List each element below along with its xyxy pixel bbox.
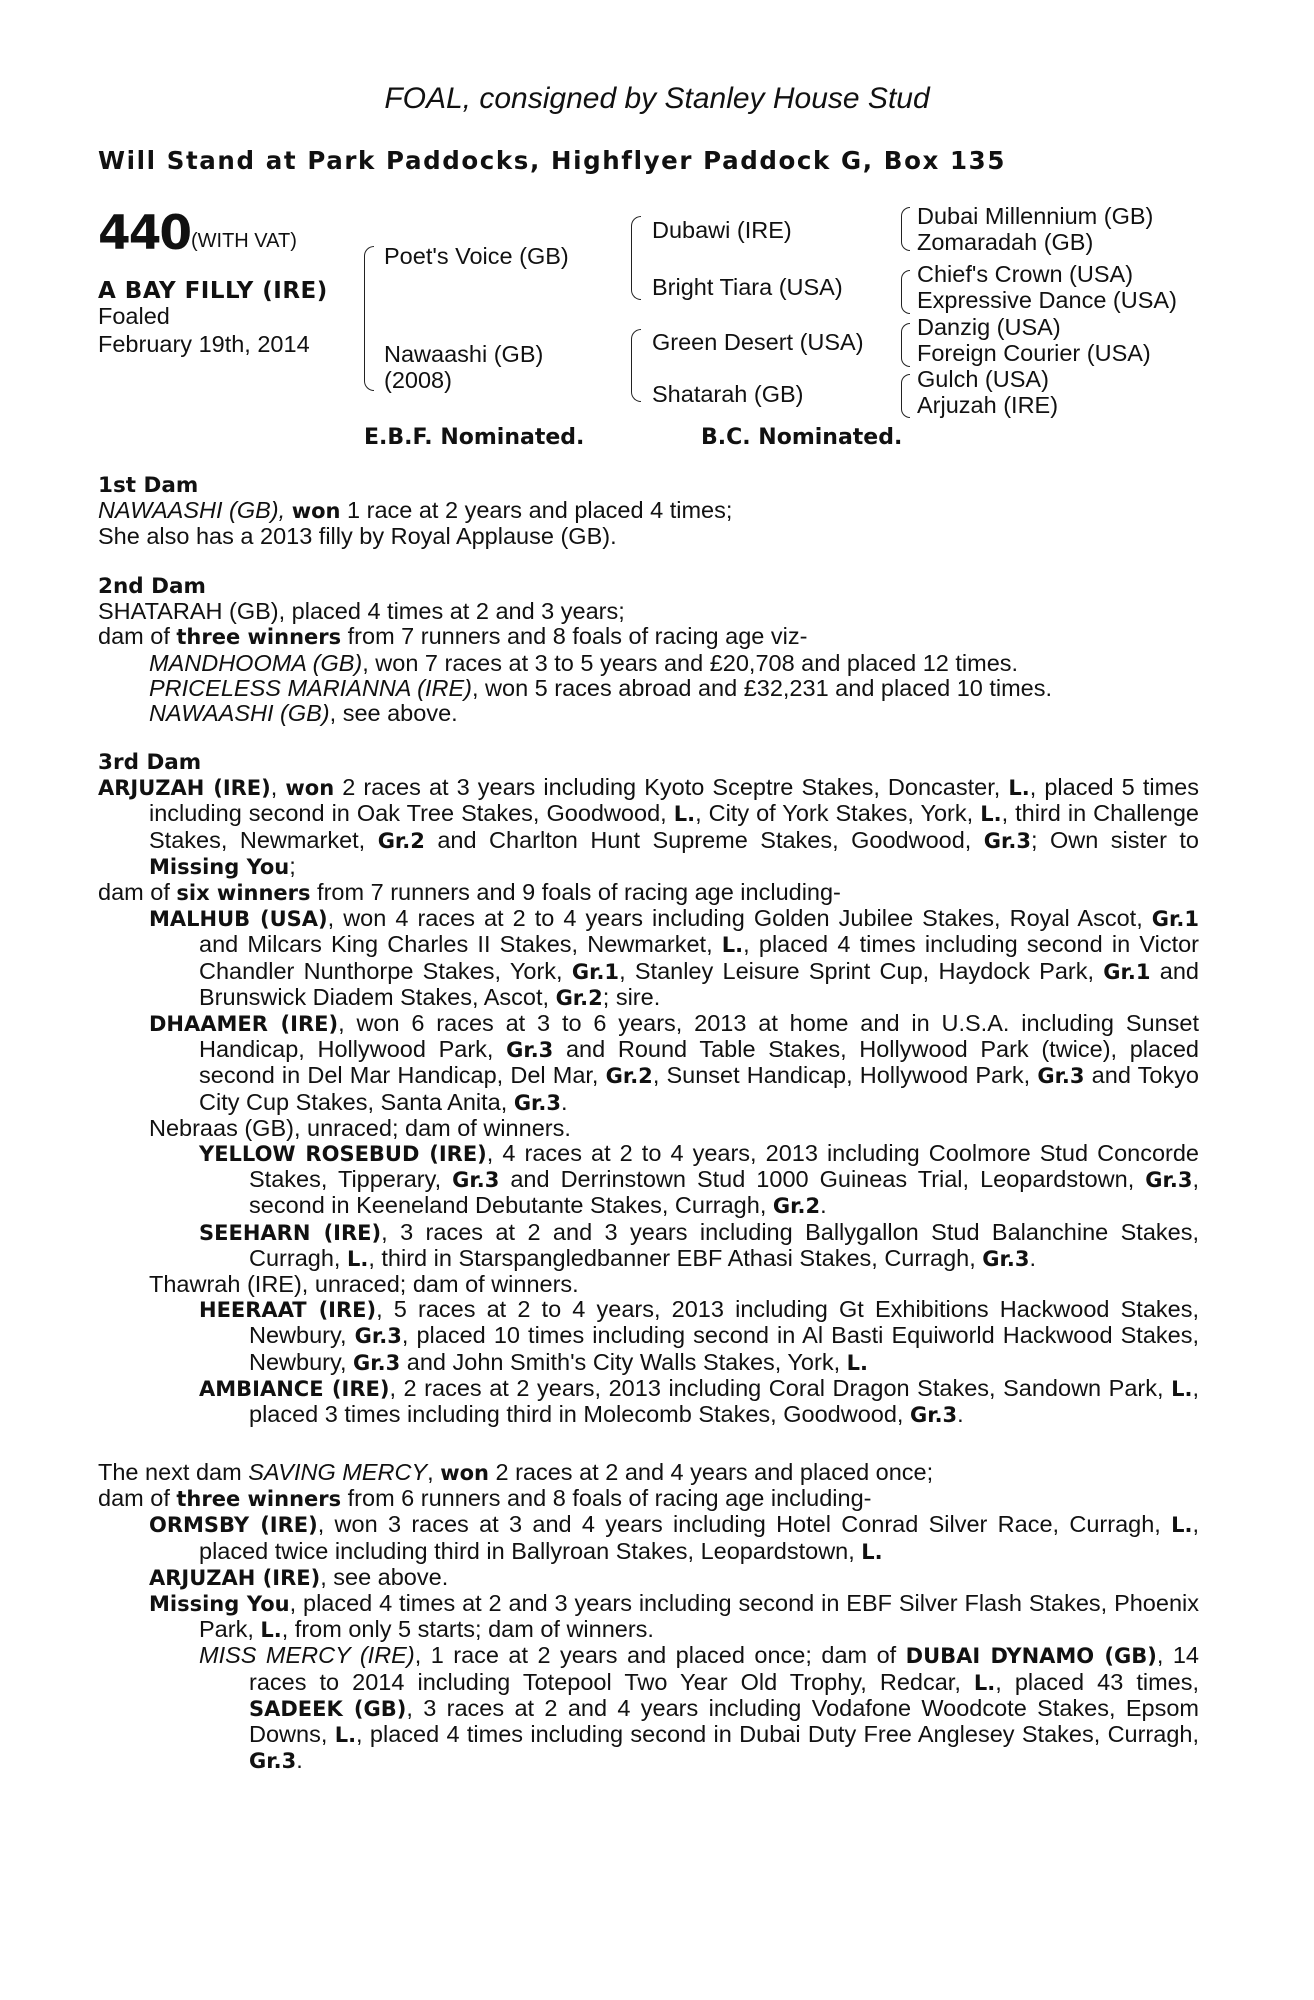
text: , placed 10 times including second in Al Basti Equiworld Hackwood Stakes, Newbury, (249, 1322, 1199, 1375)
text: , placed 4 times including second in Victor Chandler Nunthorpe Stakes, York, (199, 931, 1199, 984)
text: and Derrinstown Stud 1000 Guineas Trial, Leopardstown, (499, 1166, 1146, 1193)
ebf-nominated: E.B.F. Nominated. (364, 425, 585, 450)
text: , second in Keeneland Debutante Stakes, Curragh, (249, 1166, 1199, 1219)
text: . (296, 1747, 303, 1774)
text: and Tokyo City Cup Stakes, Santa Anita, (199, 1062, 1199, 1115)
lot-number: 440 (98, 206, 191, 261)
text: , 4 races at 2 to 4 years, 2013 including Coolmore Stud Concorde Stakes, Tipperary, (249, 1140, 1200, 1193)
third-dam-section (98, 749, 1199, 1428)
text: , placed 4 times including second in Dubai Duty Free Anglesey Stakes, Curragh, (356, 1721, 1199, 1748)
horse-name: NAWAASHI (GB) (149, 700, 330, 727)
section-heading: 3rd Dam (98, 750, 202, 775)
text: 1 race at 2 years and placed 4 times; (340, 497, 733, 524)
text: . (1029, 1244, 1037, 1271)
dam-year: (2008) (384, 367, 452, 393)
text: , 2 races at 2 years, 2013 including Coral Dragon Stakes, Sandown Park, (389, 1374, 1172, 1401)
grade: Gr.3 (1037, 1064, 1085, 1089)
text: , (427, 1459, 441, 1485)
text: . (820, 1192, 827, 1219)
pedigree-brace (364, 246, 374, 391)
winners-count: six winners (176, 881, 311, 906)
grade: Gr.3 (513, 1090, 562, 1115)
text: , placed 5 times including second in Oak Tree Stakes, Goodwood, (149, 774, 1199, 827)
text: , won 6 races at 3 to 6 years, 2013 at home and in U.S.A. including Sunset Handicap, Hollywood Park, (199, 1010, 1199, 1063)
text: dam of (98, 1485, 177, 1512)
produce-entry (98, 676, 1199, 701)
text: and Milcars King Charles II Stakes, Newmarket, (199, 931, 722, 958)
grade: Gr.3 (506, 1038, 554, 1063)
first-dam-section (98, 472, 1199, 550)
horse-name: DHAAMER (IRE) (149, 1012, 339, 1037)
grade: Gr.1 (1151, 907, 1199, 932)
grade: L. (846, 1350, 868, 1375)
pedigree-brace (901, 207, 910, 251)
vat-label: (WITH VAT) (191, 230, 297, 252)
text: , third in Starspangledbanner EBF Athasi Stakes, Curragh, (368, 1244, 983, 1271)
grade: L. (334, 1723, 357, 1748)
text: , 3 races at 2 and 4 years including Vodafone Woodcote Stakes, Epsom Downs, (249, 1694, 1199, 1748)
grade: Gr.2 (377, 828, 425, 853)
text: and John Smith's City Walls Stakes, York, (400, 1348, 847, 1375)
grade: Gr.2 (772, 1194, 821, 1219)
horse-name: MALHUB (USA) (149, 907, 328, 932)
won-label: won (440, 1461, 489, 1485)
text: ; Own sister to (1030, 826, 1199, 853)
dam-dam: Shatarah (GB) (652, 381, 804, 407)
grade: L. (1171, 1513, 1193, 1538)
text: 2 races at 3 years including Kyoto Sceptre Stakes, Doncaster, (334, 774, 1009, 801)
produce-entry (98, 1565, 1199, 1591)
dam-sire-sire: Danzig (USA) (917, 314, 1061, 340)
produce-entry (98, 1591, 1199, 1643)
sire: Poet's Voice (GB) (384, 243, 569, 269)
sire-sire-sire: Dubai Millennium (GB) (917, 203, 1154, 229)
horse-name: SADEEK (GB) (249, 1696, 407, 1721)
produce-entry (98, 1512, 1199, 1564)
horse-name: A BAY FILLY (IRE) (98, 278, 328, 304)
produce-entry (98, 1376, 1199, 1428)
text: , won 7 races at 3 to 5 years and £20,708 and placed 12 times. (362, 649, 1019, 676)
horse-name: MANDHOOMA (GB) (149, 649, 363, 676)
text: , Stanley Leisure Sprint Cup, Haydock Park, (619, 957, 1104, 984)
text: from 7 runners and 8 foals of racing age viz- (341, 623, 808, 650)
text: from 7 runners and 9 foals of racing age including- (310, 879, 841, 906)
grade: Gr.3 (982, 1246, 1030, 1271)
produce-note: She also has a 2013 filly by Royal Applause (GB). (98, 523, 617, 550)
grade: Gr.2 (605, 1064, 653, 1089)
next-dam-section (98, 1460, 1199, 1774)
produce-entry: Thawrah (IRE), unraced; dam of winners. (149, 1271, 579, 1298)
dam-sire-dam: Foreign Courier (USA) (917, 340, 1151, 366)
text: . (561, 1088, 568, 1115)
produce-entry (98, 1297, 1199, 1376)
horse-name: ORMSBY (IRE) (149, 1513, 318, 1538)
horse-name: Missing You (149, 854, 290, 879)
text: 2 races at 2 and 4 years and placed once; (488, 1459, 934, 1485)
grade: Gr.1 (571, 959, 620, 984)
text: , 1 race at 2 years and placed once; dam of (414, 1642, 906, 1669)
horse-name: YELLOW ROSEBUD (IRE) (199, 1142, 487, 1167)
text: dam of (98, 623, 177, 650)
text: ; (289, 852, 296, 879)
text: and Charlton Hunt Supreme Stakes, Goodwood, (424, 826, 984, 853)
sire-sire-dam: Zomaradah (GB) (917, 229, 1094, 255)
grade: L. (973, 1670, 996, 1695)
text: , see above. (329, 700, 458, 727)
consignment-title: FOAL, consigned by Stanley House Stud (384, 82, 930, 115)
dam-dam-dam: Arjuzah (IRE) (917, 392, 1059, 418)
horse-name: DUBAI DYNAMO (GB) (905, 1644, 1157, 1669)
grade: Gr.3 (249, 1749, 297, 1774)
grade: Gr.3 (909, 1403, 958, 1428)
grade: L. (673, 802, 696, 827)
grade: Gr.3 (1145, 1168, 1193, 1193)
text: , won 5 races abroad and £32,231 and placed 10 times. (471, 674, 1053, 701)
winners-count: three winners (176, 625, 342, 650)
dam: Nawaashi (GB) (384, 341, 544, 367)
text: , placed 4 times at 2 and 3 years including second in EBF Silver Flash Stakes, Phoenix Park, (199, 1590, 1199, 1643)
pedigree-brace (901, 323, 910, 367)
grade: L. (260, 1618, 282, 1643)
dam-sire: Green Desert (USA) (652, 329, 864, 355)
pedigree-brace (631, 216, 641, 300)
text: and Brunswick Diadem Stakes, Ascot, (199, 957, 1199, 1010)
text: , (270, 774, 286, 801)
horse-name: ARJUZAH (IRE) (149, 1565, 321, 1590)
grade: Gr.3 (983, 828, 1031, 853)
grade: Gr.1 (1103, 959, 1151, 984)
foaled-date: February 19th, 2014 (98, 331, 310, 357)
dam-dam-sire: Gulch (USA) (917, 366, 1049, 392)
text: ; sire. (602, 983, 661, 1010)
won-label: won (291, 499, 341, 524)
pedigree-brace (901, 374, 910, 418)
bc-nominated: B.C. Nominated. (701, 425, 903, 450)
text: , 5 races at 2 to 4 years, 2013 including Gt Exhibitions Hackwood Stakes, Newbury, (249, 1296, 1199, 1349)
produce-entry (98, 701, 1199, 726)
won-label: won (285, 776, 335, 801)
produce-entry (98, 1220, 1199, 1272)
text: dam of (98, 879, 177, 906)
horse-name: PRICELESS MARIANNA (IRE) (149, 674, 472, 701)
grade: L. (1008, 776, 1030, 801)
text: , from only 5 starts; dam of winners. (281, 1616, 654, 1643)
text: and Round Table Stakes, Hollywood Park (twice), placed second in Del Mar Handicap, Del Mar, (199, 1036, 1199, 1089)
text: from 6 runners and 8 foals of racing age including- (341, 1485, 872, 1512)
produce-entry (98, 906, 1199, 1011)
dam-name: NAWAASHI (GB), (98, 497, 286, 524)
produce-entry (98, 1011, 1199, 1116)
stand-location: Will Stand at Park Paddocks, Highflyer Paddock G, Box 135 (98, 146, 1006, 175)
produce-entry: Nebraas (GB), unraced; dam of winners. (149, 1114, 571, 1141)
produce-entry (98, 1643, 1199, 1774)
section-heading: 2nd Dam (98, 574, 206, 599)
second-dam-section (98, 573, 1199, 726)
text: , third in Challenge Stakes, Newmarket, (149, 800, 1200, 853)
section-heading: 1st Dam (98, 473, 199, 498)
text: , won 3 races at 3 and 4 years including Hotel Conrad Silver Race, Curragh, (317, 1511, 1172, 1538)
text: , see above. (320, 1563, 449, 1590)
dam-summary: SHATARAH (GB), placed 4 times at 2 and 3 years; (98, 598, 625, 625)
grade: Gr.3 (452, 1168, 500, 1193)
text: . (957, 1401, 964, 1428)
sire-sire: Dubawi (IRE) (652, 217, 792, 243)
grade: Gr.3 (354, 1324, 402, 1349)
sire-dam: Bright Tiara (USA) (652, 274, 843, 300)
text: , Sunset Handicap, Hollywood Park, (652, 1062, 1038, 1089)
produce-entry (98, 1141, 1199, 1220)
foaled-label: Foaled (98, 303, 170, 329)
text: , placed 43 times, (995, 1668, 1199, 1695)
dam-record (98, 775, 1199, 880)
sire-dam-dam: Expressive Dance (USA) (917, 287, 1177, 313)
grade: L. (1171, 1376, 1193, 1401)
horse-name: MISS MERCY (IRE) (199, 1642, 415, 1669)
text: , won 4 races at 2 to 4 years including Golden Jubilee Stakes, Royal Ascot, (327, 905, 1152, 932)
produce-entry (98, 651, 1199, 676)
grade: L. (980, 802, 1002, 827)
horse-name: ARJUZAH (IRE) (98, 776, 271, 801)
winners-count: three winners (176, 1487, 342, 1512)
horse-name: HEERAAT (IRE) (199, 1298, 377, 1323)
grade: Gr.3 (353, 1350, 401, 1375)
pedigree-brace (631, 329, 641, 402)
grade: L. (721, 933, 744, 958)
grade: L. (861, 1539, 883, 1564)
sire-dam-sire: Chief's Crown (USA) (917, 261, 1134, 287)
text: , placed 3 times including third in Molecomb Stakes, Goodwood, (249, 1374, 1199, 1428)
grade: L. (346, 1246, 369, 1271)
text: , City of York Stakes, York, (695, 800, 981, 827)
horse-name: AMBIANCE (IRE) (199, 1376, 390, 1401)
text: , 3 races at 2 and 3 years including Ballygallon Stud Balanchine Stakes, Curragh, (249, 1218, 1199, 1271)
pedigree-brace (901, 270, 910, 314)
text: The next dam (98, 1459, 249, 1485)
horse-name: Missing You (149, 1592, 290, 1617)
text: , 14 races to 2014 including Totepool Two Year Old Trophy, Redcar, (249, 1642, 1200, 1695)
text: , placed twice including third in Ballyroan Stakes, Leopardstown, (199, 1511, 1199, 1564)
horse-name: SEEHARN (IRE) (199, 1220, 382, 1245)
dam-name: SAVING MERCY (248, 1459, 428, 1485)
grade: Gr.2 (555, 985, 603, 1010)
